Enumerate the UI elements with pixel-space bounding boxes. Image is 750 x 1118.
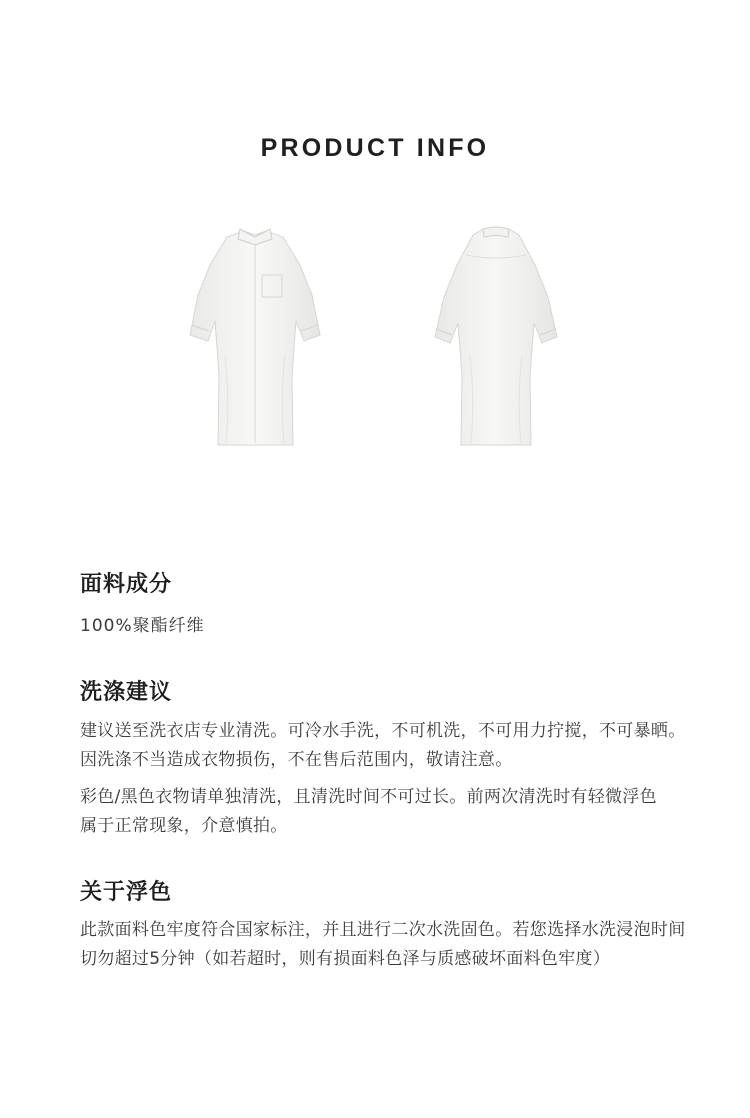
fabric-section	[80, 567, 690, 641]
washing-paragraph-2: 彩色/黑色衣物请单独清洗，且清洗时间不可过长。前两次清洗时有轻微浮色属于正常现象，介意慎拍。	[80, 787, 657, 836]
fabric-text: 100%聚酯纤维	[80, 616, 205, 636]
product-image-back	[428, 225, 563, 450]
color-fading-text: 此款面料色牢度符合国家标注，并且进行二次水洗固色。若您选择水洗浸泡时间切勿超过5分钟（如若超时，则有损面料色泽与质感破坏面料色牢度）	[80, 920, 686, 969]
fabric-heading: 面料成分	[80, 572, 173, 597]
washing-paragraph-1: 建议送至洗衣店专业清洗。可冷水手洗，不可机洗，不可用力拧搅，不可暴晒。因洗涤不当造成衣物损伤，不在售后范围内，敬请注意。	[80, 721, 686, 770]
washing-section	[80, 675, 690, 841]
color-fading-section	[80, 875, 690, 974]
color-fading-heading: 关于浮色	[80, 880, 173, 905]
page-title: PRODUCT INFO	[260, 134, 490, 162]
product-image-front	[180, 225, 330, 450]
washing-heading: 洗涤建议	[80, 680, 173, 705]
